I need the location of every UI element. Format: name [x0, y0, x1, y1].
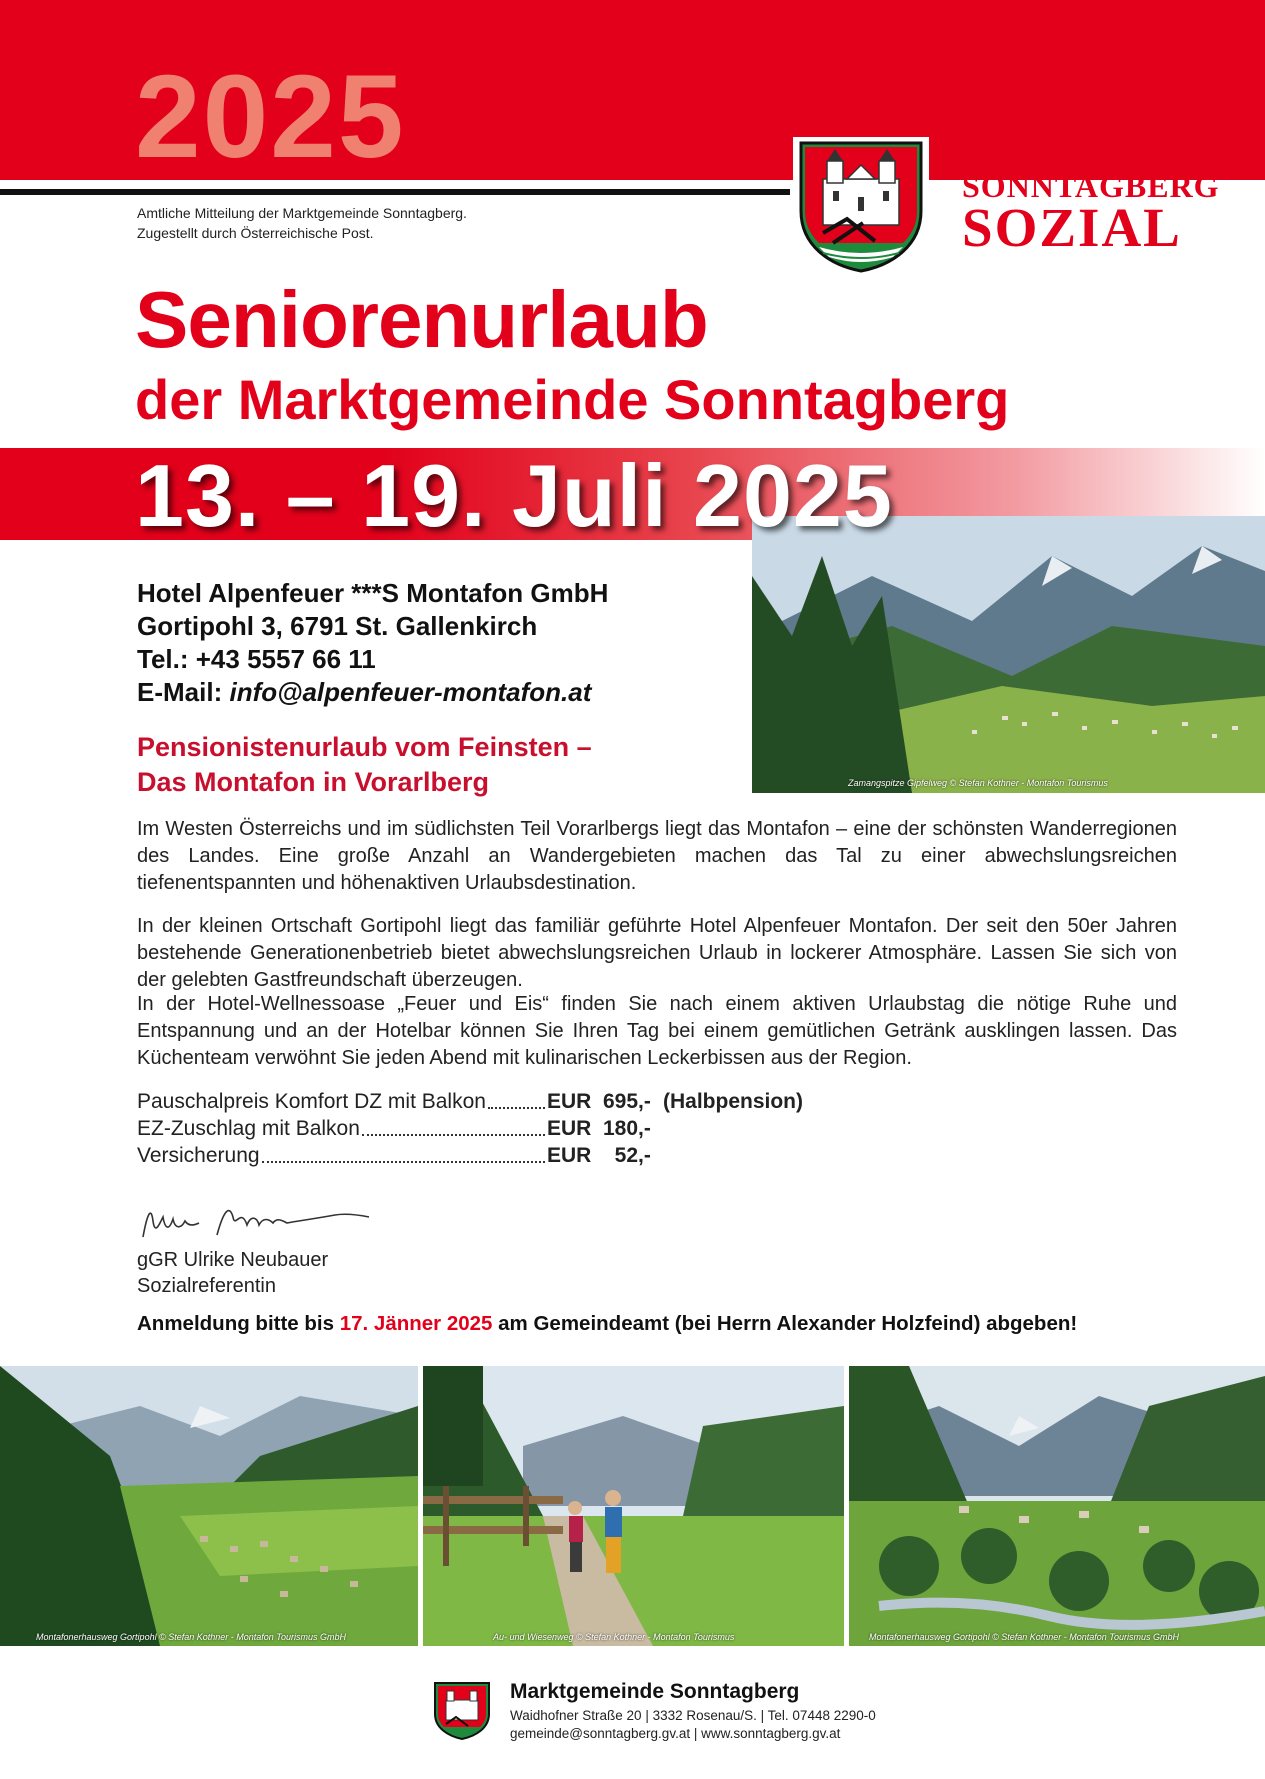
notice-line-1: Amtliche Mitteilung der Marktgemeinde Sonntagberg. [137, 205, 467, 221]
subhead-line-2: Das Montafon in Vorarlberg [137, 767, 490, 797]
price-list [137, 1088, 803, 1169]
signer-role: Sozialreferentin [137, 1275, 276, 1297]
signer-name: gGR Ulrike Neubauer [137, 1249, 329, 1271]
hotel-name: Hotel Alpenfeuer ***S Montafon GmbH [137, 578, 609, 608]
price-value: EUR 180,- [547, 1117, 651, 1140]
paragraph-hotel: In der kleinen Ortschaft Gortipohl liegt das familiär geführte Hotel Alpenfeuer Montafon. Der seit den 50er Jahren bestehende Generationenbetrieb bietet abwechslungsreichen Urlaub in lockerer Atmosphäre. Lassen Sie sich von der gelebten Gastfreundschaft überzeugen. [137, 915, 1177, 991]
gallery-caption: Montafonerhausweg Gortipohl © Stefan Kothner - Montafon Tourismus GmbH [36, 1632, 346, 1642]
footer-coat-of-arms-icon [432, 1680, 492, 1742]
header-rule [0, 189, 790, 195]
footer-address: Waidhofner Straße 20 | 3332 Rosenau/S. | Tel. 07448 2290-0 [510, 1708, 876, 1723]
registration-deadline [137, 1312, 1077, 1336]
header-year: 2025 [135, 51, 406, 183]
title-main: Seniorenurlaub [135, 275, 708, 364]
footer-municipality-name: Marktgemeinde Sonntagberg [510, 1680, 800, 1703]
hotel-info [137, 577, 608, 709]
title-sub: der Marktgemeinde Sonntagberg [135, 368, 1010, 431]
paragraph-wellness: In der Hotel-Wellnessoase „Feuer und Eis“ finden Sie nach einem aktiven Urlaubstag die nötige Ruhe und Entspannung und an der Hotelbar können Sie Ihren Tag bei einem gemütlichen Getränk ausklingen lassen. Das Küchenteam verwöhnt Sie jeden Abend mit kulinarischen Leckerbissen aus der Region. [137, 993, 1177, 1069]
deadline-date: 17. Jänner 2025 [339, 1312, 493, 1335]
price-label: EZ-Zuschlag mit Balkon [137, 1117, 360, 1140]
hotel-address: Gortipohl 3, 6791 St. Gallenkirch [137, 611, 538, 641]
price-value: EUR 695,- [547, 1090, 651, 1113]
gallery-photo-village-valley [0, 1366, 418, 1646]
gallery-caption: Montafonerhausweg Gortipohl © Stefan Kothner - Montafon Tourismus GmbH [869, 1632, 1179, 1642]
deadline-suffix: am Gemeindeamt (bei Herrn Alexander Holzfeind) abgeben! [492, 1312, 1078, 1335]
section-subhead [137, 730, 592, 800]
coat-of-arms-icon [793, 137, 929, 275]
price-leader [262, 1142, 545, 1163]
hotel-phone[interactable]: Tel.: +43 5557 66 11 [137, 644, 376, 674]
notice-line-2: Zugestellt durch Österreichische Post. [137, 225, 374, 241]
brand-sonntagberg: SONNTAGBERG [962, 168, 1220, 204]
handwritten-signature [137, 1195, 377, 1245]
event-dates: 13. – 19. Juli 2025 [135, 446, 893, 545]
subhead-line-1: Pensionistenurlaub vom Feinsten – [137, 732, 592, 762]
signer-block [137, 1247, 328, 1299]
hotel-email-label: E-Mail: [137, 677, 223, 707]
price-label: Versicherung [137, 1144, 260, 1167]
price-row [137, 1115, 803, 1142]
gallery-photo-hikers [423, 1366, 844, 1646]
price-row [137, 1088, 803, 1115]
hero-photo-mountain-valley [752, 516, 1265, 793]
price-leader [488, 1088, 545, 1109]
paragraph-region: Im Westen Österreichs und im südlichsten Teil Vorarlbergs liegt das Montafon – eine der schönsten Wanderregionen des Landes. Eine große Anzahl an Wandergebieten machen das Tal zu einer abwechslungsreichen tiefenentspannten und höhenaktiven Urlaubsdestination. [137, 818, 1177, 894]
price-leader [362, 1115, 545, 1136]
deadline-prefix: Anmeldung bitte bis [137, 1312, 340, 1335]
price-row [137, 1142, 803, 1169]
hotel-email-row [137, 676, 608, 709]
footer-contact[interactable]: gemeinde@sonntagberg.gv.at | www.sonntagberg.gv.at [510, 1726, 841, 1741]
price-value: EUR 52,- [547, 1144, 651, 1167]
hotel-email-link[interactable]: info@alpenfeuer-montafon.at [229, 677, 592, 707]
gallery-photo-river-village [849, 1366, 1265, 1646]
brand-sozial: SOZIAL [962, 197, 1182, 258]
gallery-caption: Au- und Wiesenweg © Stefan Kothner - Montafon Tourismus [493, 1632, 735, 1642]
price-note: (Halbpension) [663, 1090, 803, 1113]
price-label: Pauschalpreis Komfort DZ mit Balkon [137, 1090, 486, 1113]
hero-photo-caption: Zamangspitze Gipfelweg © Stefan Kothner - Montafon Tourismus [848, 778, 1108, 788]
official-notice [137, 203, 467, 243]
